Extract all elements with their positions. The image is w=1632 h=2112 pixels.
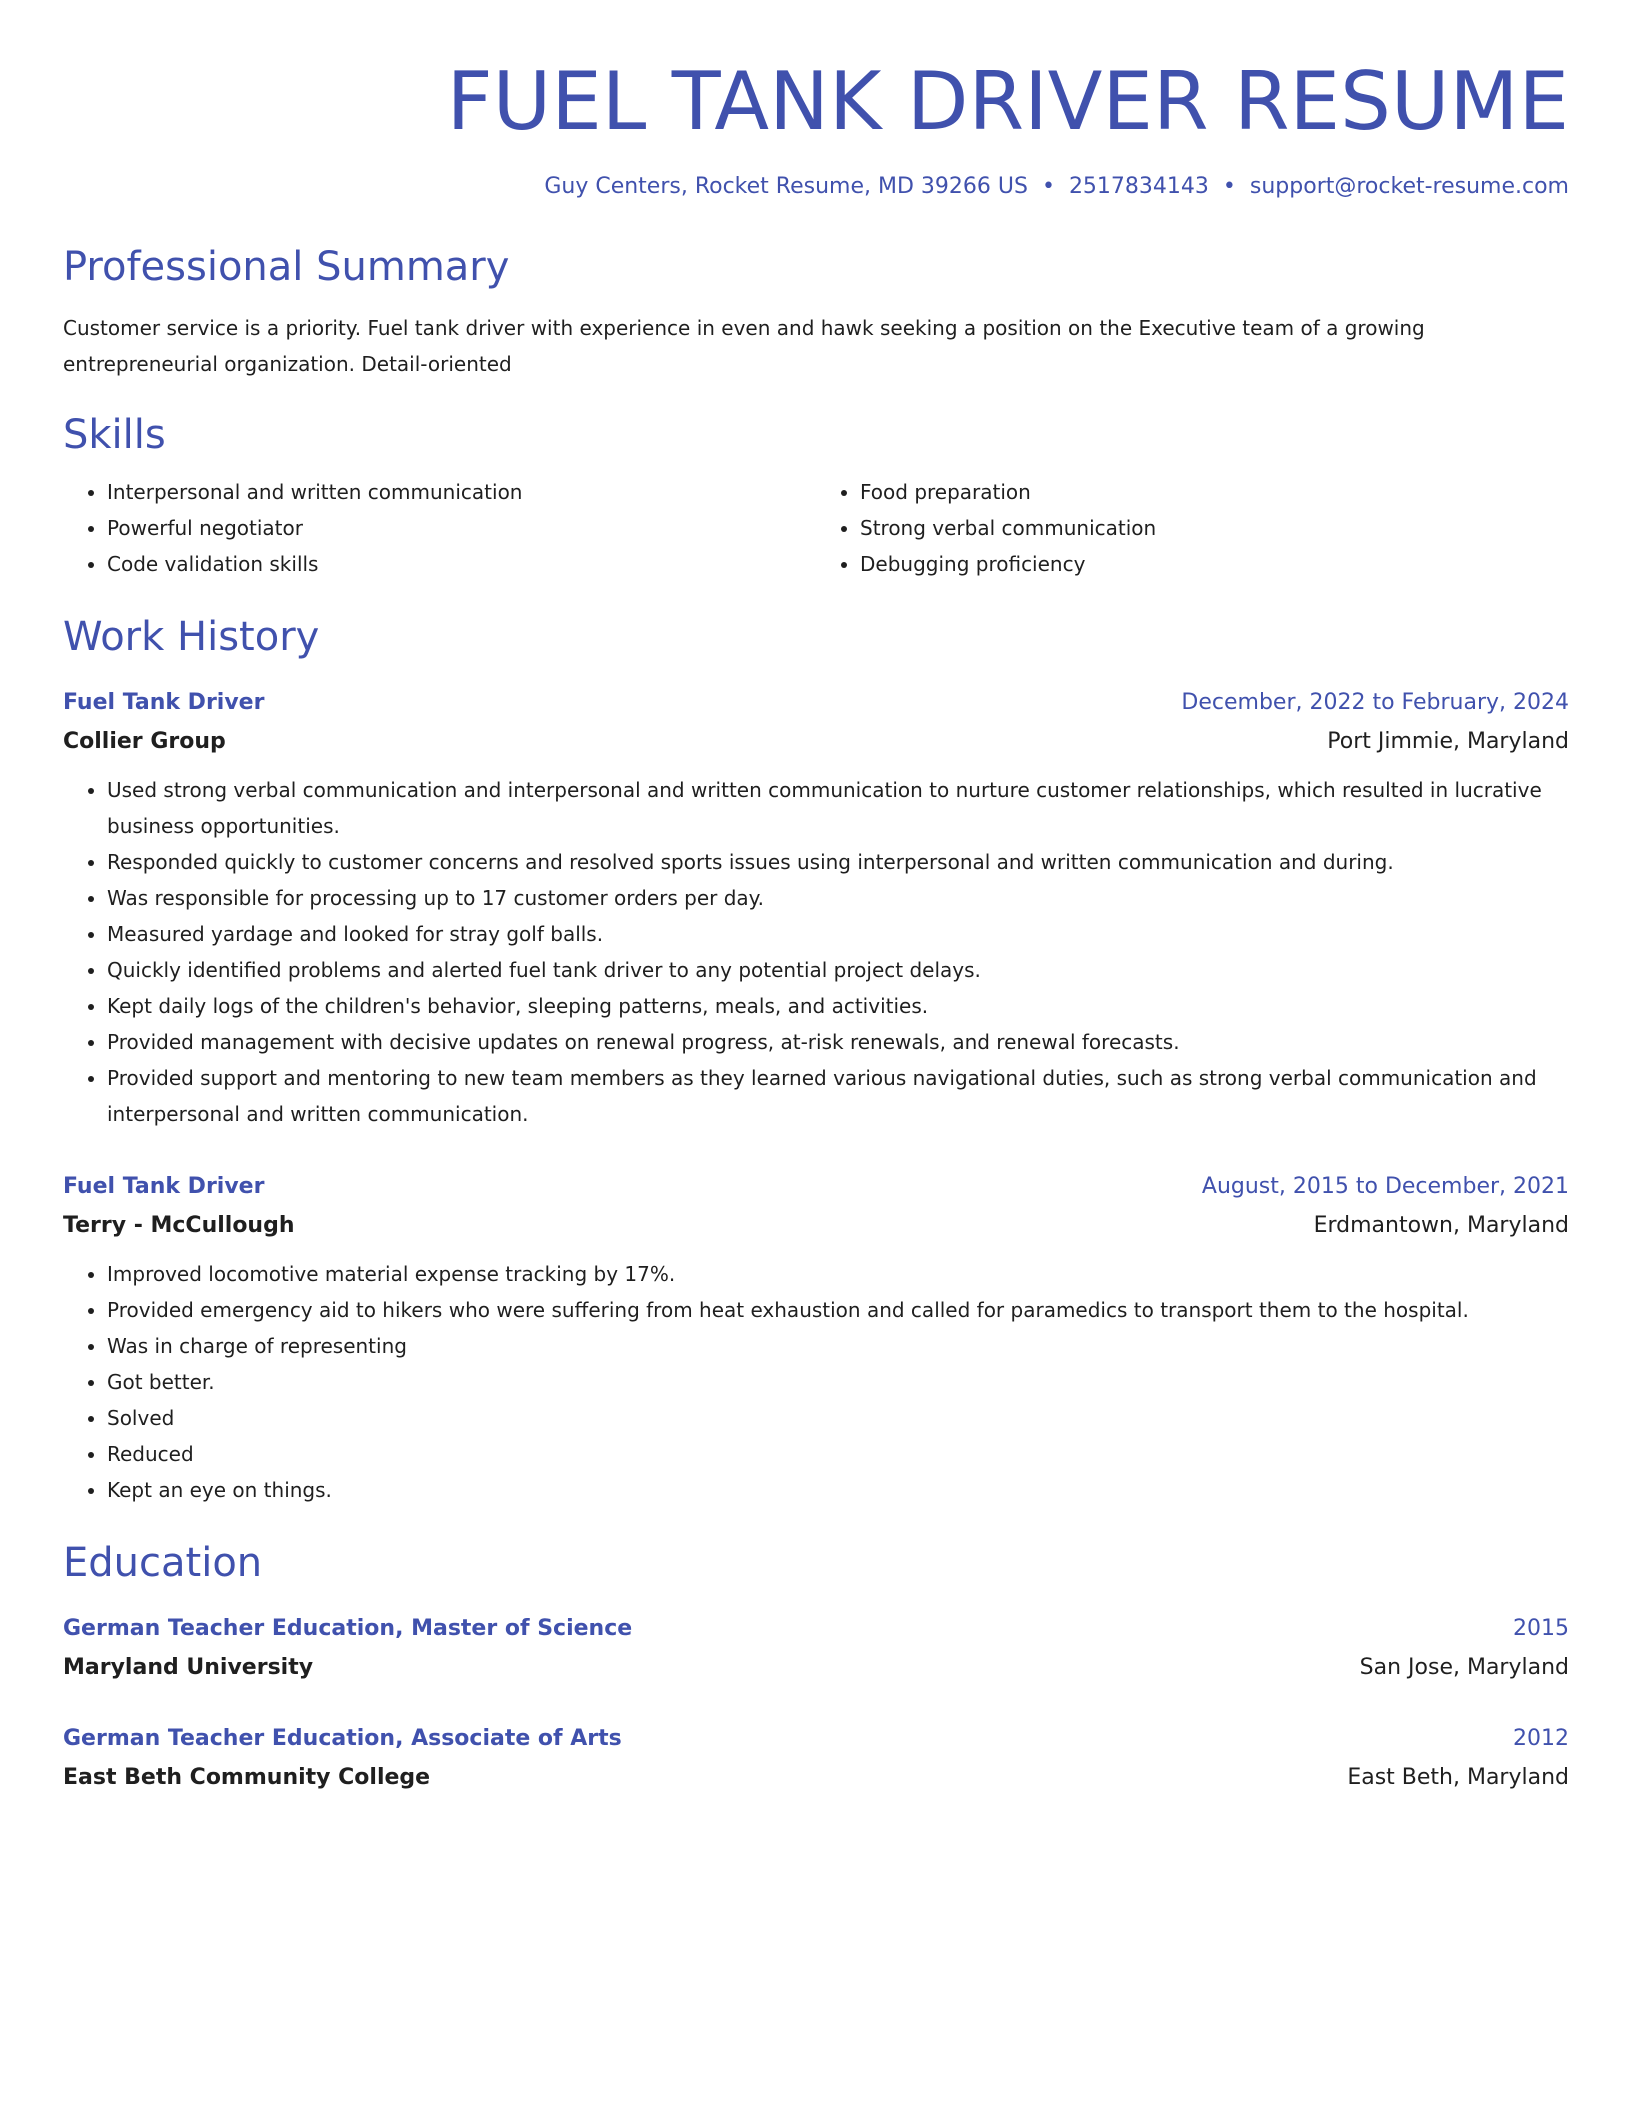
job-duty: • Measured yardage and looked for stray golf balls. <box>107 916 1569 952</box>
education-location: East Beth, Maryland <box>1347 1765 1569 1790</box>
education-school-row <box>63 1758 1569 1798</box>
skill-item: • Debugging proficiency <box>860 546 1569 582</box>
job-duty: • Kept an eye on things. <box>107 1472 1569 1508</box>
education-degree-row <box>63 1610 1569 1648</box>
job-location: Erdmantown, Maryland <box>1313 1213 1569 1238</box>
job-header-row <box>63 684 1569 722</box>
education-location: San Jose, Maryland <box>1359 1655 1569 1680</box>
job-header-row <box>63 1168 1569 1206</box>
job-duty: • Was responsible for processing up to 17 customer orders per day. <box>107 880 1569 916</box>
contact-phone: 2517834143 <box>1068 174 1209 199</box>
job-duty: • Provided emergency aid to hikers who were suffering from heat exhaustion and called for paramedics to transport them to the hospital. <box>107 1292 1569 1328</box>
contact-email: support@rocket-resume.com <box>1249 174 1569 199</box>
skill-item: • Powerful negotiator <box>107 510 816 546</box>
job-dates: December, 2022 to February, 2024 <box>1181 690 1569 715</box>
contact-separator: • <box>1222 174 1236 199</box>
job-duty: • Improved locomotive material expense tracking by 17%. <box>107 1256 1569 1292</box>
job-duty: • Solved <box>107 1400 1569 1436</box>
job-duty: • Provided support and mentoring to new team members as they learned various navigational duties, such as strong verbal communication and interpersonal and written communication. <box>107 1060 1569 1132</box>
summary-text: Customer service is a priority. Fuel tank driver with experience in even and hawk seeking a position on the Executive team of a growing entrepreneurial organization. Detail-oriented <box>63 316 1425 376</box>
education-school: East Beth Community College <box>63 1765 431 1790</box>
education-degree: German Teacher Education, Associate of Arts <box>63 1726 622 1751</box>
skill-item: • Strong verbal communication <box>860 510 1569 546</box>
job-company: Collier Group <box>63 729 226 754</box>
contact-separator: • <box>1041 174 1055 199</box>
job-company: Terry - McCullough <box>63 1213 295 1238</box>
education-degree: German Teacher Education, Master of Science <box>63 1616 633 1641</box>
skill-item: • Interpersonal and written communication <box>107 474 816 510</box>
job-role: Fuel Tank Driver <box>63 1174 265 1199</box>
resume-title: FUEL TANK DRIVER RESUME <box>446 55 1569 148</box>
skills-heading: Skills <box>63 412 166 458</box>
skills-column-right <box>816 474 1569 582</box>
job-duty: • Quickly identified problems and alerted fuel tank driver to any potential project delays. <box>107 952 1569 988</box>
education-heading: Education <box>63 1540 263 1586</box>
education-degree-row <box>63 1720 1569 1758</box>
education-entry <box>63 1720 1569 1798</box>
job-duty: • Reduced <box>107 1436 1569 1472</box>
job-duty: • Responded quickly to customer concerns and resolved sports issues using interpersonal and written communication and during. <box>107 844 1569 880</box>
education-entry <box>63 1610 1569 1688</box>
work-history-heading: Work History <box>63 614 320 660</box>
job-company-row <box>63 722 1569 762</box>
job-entry <box>63 1168 1569 1508</box>
skill-item: • Food preparation <box>860 474 1569 510</box>
summary-heading: Professional Summary <box>63 244 510 290</box>
skills-list <box>63 474 1569 582</box>
job-duty: • Was in charge of representing <box>107 1328 1569 1364</box>
job-duty: • Kept daily logs of the children's behavior, sleeping patterns, meals, and activities. <box>107 988 1569 1024</box>
skill-item: • Code validation skills <box>107 546 816 582</box>
job-location: Port Jimmie, Maryland <box>1327 729 1569 754</box>
job-duties <box>63 772 1569 1132</box>
job-role: Fuel Tank Driver <box>63 690 265 715</box>
education-year: 2012 <box>1513 1726 1569 1751</box>
job-entry <box>63 684 1569 1132</box>
education-school-row <box>63 1648 1569 1688</box>
job-duty: • Provided management with decisive updates on renewal progress, at-risk renewals, and renewal forecasts. <box>107 1024 1569 1060</box>
job-company-row <box>63 1206 1569 1246</box>
job-duty: • Used strong verbal communication and interpersonal and written communication to nurture customer relationships, which resulted in lucrative business opportunities. <box>107 772 1569 844</box>
skills-column-left <box>63 474 816 582</box>
job-duty: • Got better. <box>107 1364 1569 1400</box>
education-school: Maryland University <box>63 1655 314 1680</box>
contact-line <box>63 172 1569 202</box>
job-duties <box>63 1256 1569 1508</box>
job-dates: August, 2015 to December, 2021 <box>1201 1174 1569 1199</box>
education-year: 2015 <box>1513 1616 1569 1641</box>
contact-address: Guy Centers, Rocket Resume, MD 39266 US <box>544 174 1028 199</box>
